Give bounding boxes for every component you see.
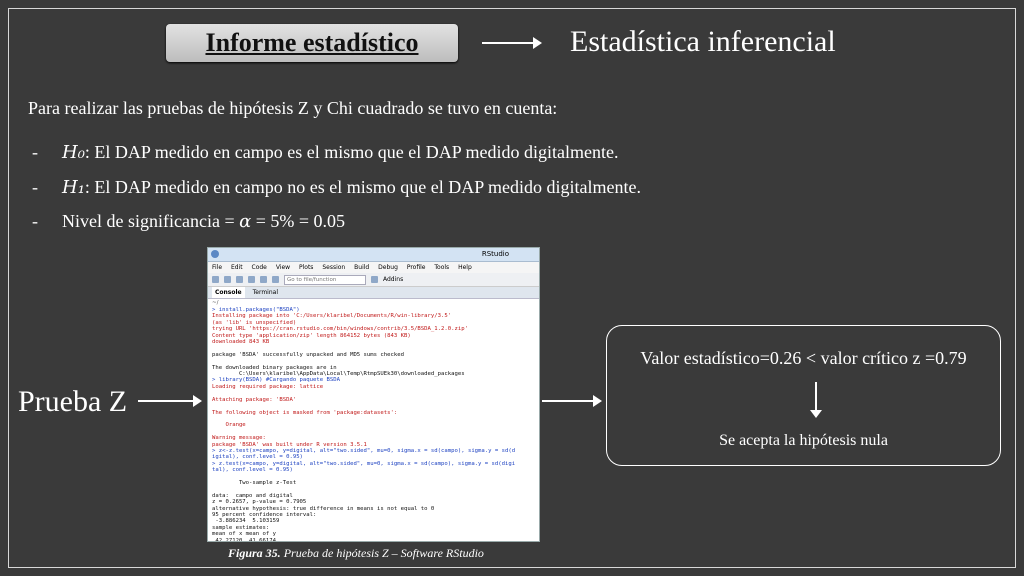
figure-caption [228, 546, 484, 561]
prueba-arrow [138, 400, 200, 402]
menu-edit[interactable]: Edit [230, 264, 243, 271]
console-tabs [208, 287, 539, 299]
save-icon[interactable] [248, 276, 255, 283]
console-line: > z.test(x=campo, y=digital, alt="two.sided", mu=0, sigma.x = sd(campo), sigma.y = sd(digi [212, 460, 516, 467]
menu-help[interactable]: Help [458, 264, 472, 271]
rstudio-menubar [208, 262, 539, 273]
console-line: Two-sample z-Test [212, 479, 297, 486]
console-line: Installing package into 'C:/Users/klaribel/Documents/R/win-library/3.5' [212, 313, 452, 320]
rstudio-logo-icon [211, 250, 219, 258]
console-line: The downloaded binary packages are in [212, 364, 337, 371]
console-line: trying URL 'https://cran.rstudio.com/bin/windows/contrib/3.5/BSDA_1.2.0.zip' [212, 326, 468, 333]
console-line: tal), conf.level = 0.95) [212, 467, 293, 474]
h0-text: : El DAP medido en campo es el mismo que el DAP medido digitalmente. [84, 142, 619, 162]
result-box [606, 325, 1001, 466]
alpha-symbol: α [239, 211, 252, 232]
rstudio-titlebar [208, 248, 539, 262]
console-line: (as 'lib' is unspecified) [212, 319, 297, 326]
console-line: Orange [212, 422, 246, 429]
console-output[interactable] [208, 307, 539, 542]
menu-view[interactable]: View [275, 264, 291, 271]
console-line: Attaching package: 'BSDA' [212, 396, 297, 403]
menu-build[interactable]: Build [354, 264, 370, 271]
h0-symbol: H₀ [62, 142, 85, 163]
result-down-arrow [815, 382, 817, 412]
result-statistic: Valor estadístico=0.26 < valor crítico z =0.79 [640, 348, 967, 368]
hypothesis-null [32, 142, 619, 163]
console-line: downloaded 843 KB [212, 339, 270, 346]
console-line: package 'BSDA' successfully unpacked and MD5 sums checked [212, 351, 404, 358]
console-line: > library(BSDA) #Cargando paquete BSDA [212, 377, 340, 384]
report-title-box [166, 24, 458, 62]
menu-session[interactable]: Session [322, 264, 346, 271]
menu-file[interactable]: File [212, 264, 223, 271]
open-project-icon[interactable] [224, 276, 231, 283]
goto-file-input[interactable]: Go to file/function [284, 275, 366, 285]
menu-profile[interactable]: Profile [406, 264, 426, 271]
console-line: -3.886234 5.103159 [212, 518, 280, 525]
console-line: > z<-z.test(x=campo, y=digital, alt="two.sided", mu=0, sigma.x = sd(campo), sigma.y = sd(d [212, 447, 516, 454]
console-line: The following object is masked from 'package:datasets': [212, 409, 398, 416]
tab-console[interactable]: Console [212, 287, 245, 298]
bullet-dash: - [32, 177, 38, 197]
intro-text: Para realizar las pruebas de hipótesis Z y Chi cuadrado se tuvo en cuenta: [28, 98, 558, 118]
console-line: alternative hypothesis: true difference in means is not equal to 0 [212, 505, 435, 512]
console-line: igital), conf.level = 0.95) [212, 454, 303, 461]
console-line: Warning message: [212, 435, 266, 442]
console-line: z = 0.2657, p-value = 0.7905 [212, 499, 307, 506]
hypothesis-alt [32, 177, 641, 198]
figure-caption-text: Prueba de hipótesis Z – Software RStudio [280, 546, 484, 560]
significance-level [32, 211, 345, 232]
save-all-icon[interactable] [260, 276, 267, 283]
console-line: package 'BSDA' was built under R version 3.5.1 [212, 441, 367, 448]
h1-symbol: H₁ [62, 177, 85, 198]
menu-tools[interactable]: Tools [434, 264, 450, 271]
console-line: > install.packages("BSDA") [212, 307, 300, 313]
menu-code[interactable]: Code [251, 264, 267, 271]
section-subtitle: Estadística inferencial [570, 25, 836, 58]
menu-debug[interactable]: Debug [378, 264, 398, 271]
console-line: Loading required package: lattice [212, 383, 324, 390]
rstudio-screenshot [207, 247, 540, 542]
bullet-dash: - [32, 211, 38, 231]
console-line: mean of x mean of y [212, 531, 276, 538]
new-file-icon[interactable] [212, 276, 219, 283]
result-arrow [542, 400, 600, 402]
tab-terminal[interactable]: Terminal [252, 289, 278, 296]
console-line: 42.27120 41.66174 [212, 537, 276, 542]
menu-plots[interactable]: Plots [298, 264, 314, 271]
result-conclusion: Se acepta la hipótesis nula [719, 432, 888, 449]
addins-menu[interactable]: Addins [383, 276, 404, 283]
console-path: ~/ [212, 300, 219, 306]
console-line: Content type 'application/zip' length 864152 bytes (843 KB) [212, 332, 411, 339]
rstudio-window-title: RStudio [481, 250, 509, 258]
open-file-icon[interactable] [236, 276, 243, 283]
workspace-panes-icon[interactable] [371, 276, 378, 283]
test-label: Prueba Z [18, 385, 128, 418]
console-line: C:\Users\klaribel\AppData\Local\Temp\RtmpSUEk30\downloaded_packages [212, 371, 465, 378]
title-arrow [482, 42, 540, 44]
h1-text: : El DAP medido en campo no es el mismo que el DAP medido digitalmente. [84, 177, 641, 197]
bullet-dash: - [32, 142, 38, 162]
report-title: Informe estadístico [205, 28, 419, 57]
figure-number: Figura 35. [228, 546, 281, 560]
console-line: 95 percent confidence interval: [212, 512, 317, 518]
console-line: sample estimates: [212, 524, 270, 531]
print-icon[interactable] [272, 276, 279, 283]
significance-value: = 5% = 0.05 [251, 211, 346, 231]
significance-prefix: Nivel de significancia = [62, 211, 240, 231]
console-line: data: campo and digital [212, 492, 293, 499]
rstudio-toolbar [208, 273, 539, 287]
